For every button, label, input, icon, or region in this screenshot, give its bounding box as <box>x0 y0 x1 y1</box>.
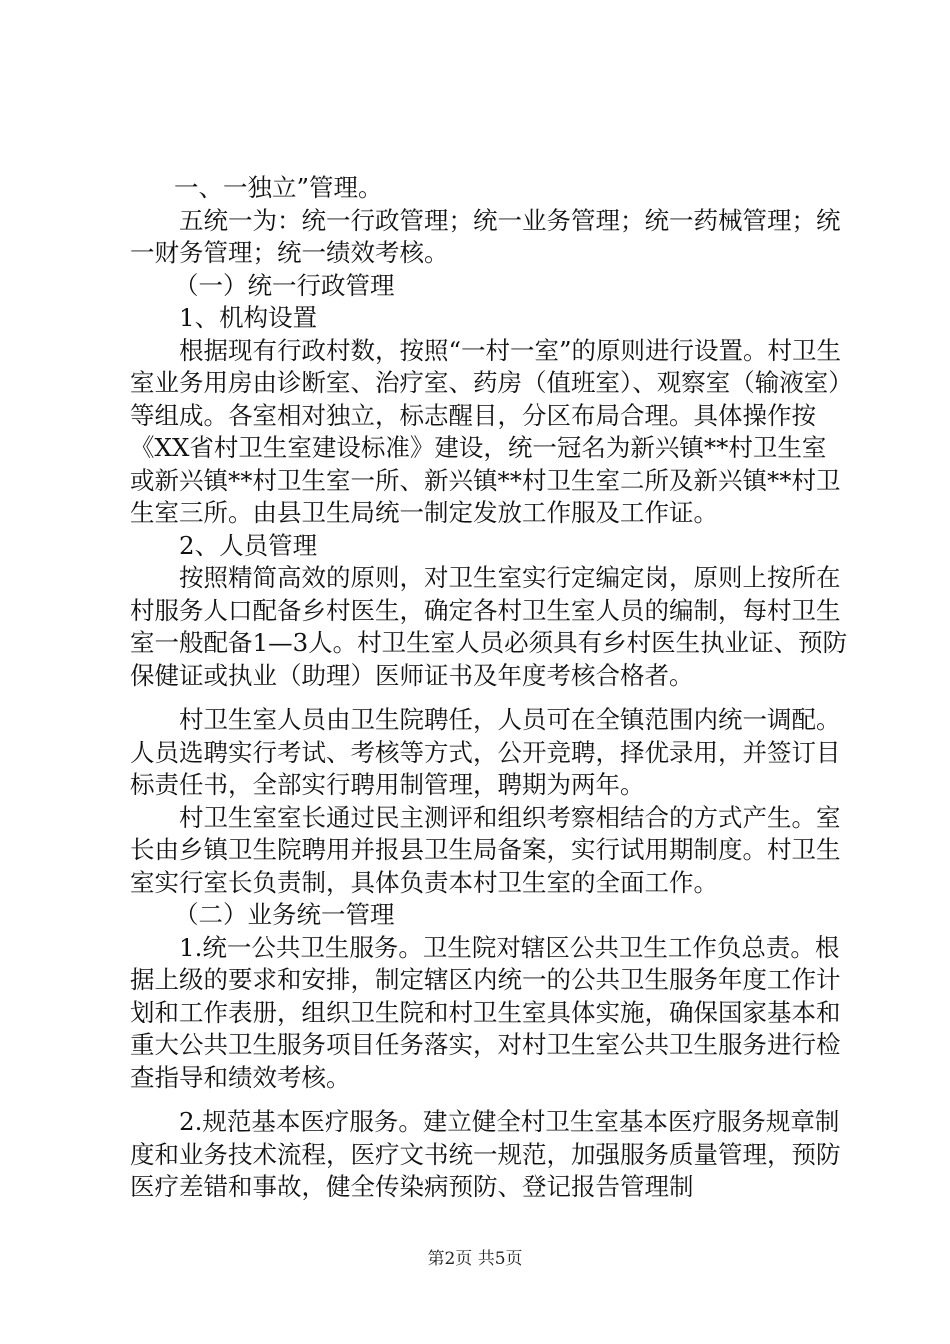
document-body <box>130 172 850 1204</box>
section-heading: 一、一独立”管理。 <box>174 173 383 202</box>
item-heading: 2、人员管理 <box>179 530 318 560</box>
paragraph: 按照精简高效的原则，对卫生室实行定编定岗，原则上按所在村服务人口配备乡村医生，确定各村卫生室人员的编制，每村卫生室一般配备1—3人。村卫生室人员必须具有乡村医生执业证、预防保健证或执业（助理）医师证书及年度考核合格者。 <box>130 563 848 690</box>
paragraph: 五统一为：统一行政管理；统一业务管理；统一药械管理；统一财务管理；统一绩效考核。 <box>130 205 841 267</box>
paragraph: 村卫生室人员由卫生院聘任，人员可在全镇范围内统一调配。人员选聘实行考试、考核等方式，公开竞聘，择优录用，并签订目标责任书，全部实行聘用制管理，聘期为两年。 <box>130 705 841 799</box>
subsection-heading: （二）业务统一管理 <box>174 900 395 929</box>
subsection-heading: （一）统一行政管理 <box>174 270 395 300</box>
paragraph: 村卫生室室长通过民主测评和组织考察相结合的方式产生。室长由乡镇卫生院聘用并报县卫生局备案，实行试用期制度。村卫生室实行室长负责制，具体负责本村卫生室的全面工作。 <box>130 802 841 897</box>
paragraph: 1.统一公共卫生服务。卫生院对辖区公共卫生工作负总责。根据上级的要求和安排，制定辖区内统一的公共卫生服务年度工作计划和工作表册，组织卫生院和村卫生室具体实施，确保国家基本和重大公共卫生服务项目任务落实，对村卫生室公共卫生服务进行检查指导和绩效考核。 <box>130 932 841 1092</box>
paragraph: 2.规范基本医疗服务。建立健全村卫生室基本医疗服务规章制度和业务技术流程，医疗文书统一规范，加强服务质量管理，预防医疗差错和事故，健全传染病预防、登记报告管理制 <box>130 1107 841 1201</box>
paragraph: 根据现有行政村数，按照“一村一室”的原则进行设置。村卫生室业务用房由诊断室、治疗室、药房（值班室）、观察室（输液室）等组成。各室相对独立，标志醒目，分区布局合理。具体操作按《XX省村卫生室建设标准》建设，统一冠名为新兴镇**村卫生室或新兴镇**村卫生室一所、新兴镇**村卫生室二所及新兴镇**村卫生室三所。由县卫生局统一制定发放工作服及工作证。 <box>130 335 842 527</box>
item-heading: 1、机构设置 <box>179 303 318 332</box>
page-number-footer: 第2页 共5页 <box>427 1249 523 1269</box>
